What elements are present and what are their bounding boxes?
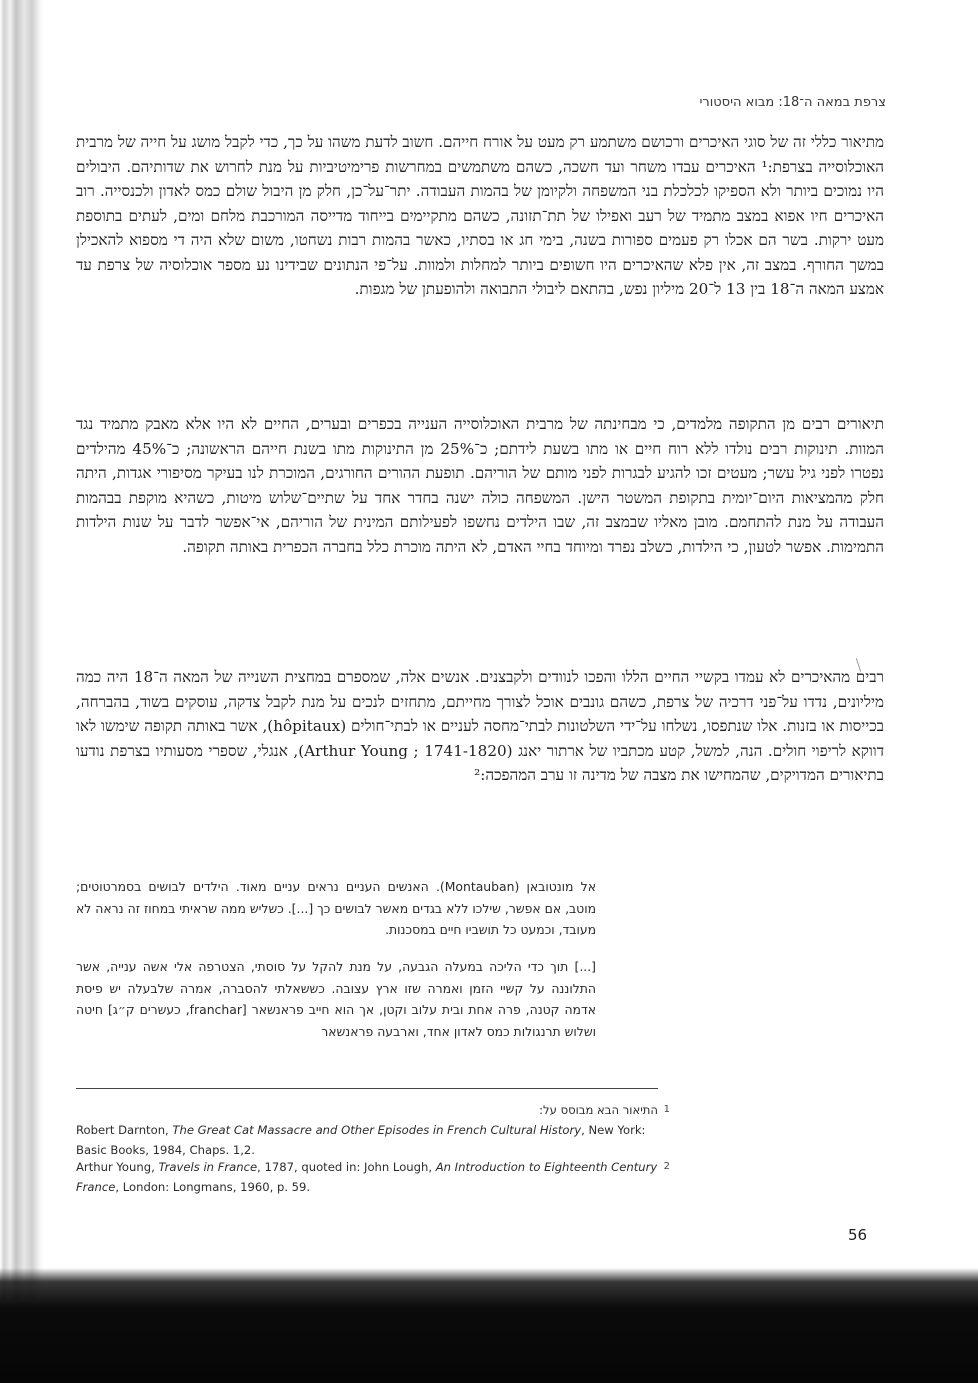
citation-title: The Great Cat Massacre and Other Episodes in French Cultural History xyxy=(172,1123,582,1137)
block-quote-1 xyxy=(76,876,596,941)
footnote-number: 1 xyxy=(663,1104,670,1115)
body-paragraph-2 xyxy=(76,412,884,559)
scan-bottom-shadow xyxy=(0,1268,978,1383)
citation-middle: , 1787, quoted in: John Lough, xyxy=(257,1160,436,1174)
footnote-citation xyxy=(76,1120,658,1160)
body-paragraph-3 xyxy=(76,665,884,788)
page-number: 56 xyxy=(848,1226,868,1244)
footnote-divider xyxy=(76,1088,658,1089)
footnote-number: 2 xyxy=(663,1161,670,1172)
footnote-1 xyxy=(76,1100,670,1160)
quote-text: אל מונטובאן (Montauban). האנשים העניים נראים עניים מאוד. הילדים לבושים בסמרטוטים; מוטב, אם אפשר, שילכו ללא בגדים מאשר לבושים כך [...]. כשליש ממה שראיתי במחוז זה נראה לא מעובד, וכמעט כל תושביו חיים במסכנות. xyxy=(76,879,596,937)
paragraph-text: תיאורים רבים מן התקופה מלמדים, כי מבחינתה של מרבית האוכלוסייה הענייה בכפרים ובערים, החיים לא היו אלא מאבק מתמיד נגד המוות. תינוקות רבים נולדו ללא רוח חיים או מתו בשעת לידתם; כ־25% מן התינוקות מתו בשנת חייהם הראשונה; כ־45% מהילדים נפטרו לפני גיל עשר; מעטים זכו להגיע לבגרות לפני מותם של הוריהם. תופעת ההורים החורגים, המוכרת לנו בעיקר מסיפורי אגדות, היתה חלק מהמציאות היום־יומית בתקופת המשטר הישן. המשפחה כולה ישנה בחדר אחד על שתיים־שלוש מיטות, כשהיא מוקפת בבהמות העבודה על מנת להתחמם. מובן מאליו שבמצב זה, שבו הילדים נחשפו לפעילותם המינית של הוריהם, אי־אפשר לדבר על שנות הילדות התמימות. אפשר לטעון, כי הילדות, כשלב נפרד ומיוחד בחיי האדם, לא היתה מוכרת כלל בחברה הכפרית באותה תקופה. xyxy=(76,415,885,556)
citation-author: Robert Darnton, xyxy=(76,1123,173,1137)
block-quote-2 xyxy=(76,956,596,1042)
citation-title-2: An Introduction to Eighteenth Century France xyxy=(76,1160,658,1194)
citation-title: Travels in France xyxy=(158,1160,258,1174)
body-paragraph-1 xyxy=(76,130,884,302)
footnote-2 xyxy=(76,1157,670,1197)
running-head: צרפת במאה ה־18: מבוא היסטורי xyxy=(699,95,886,110)
paragraph-text: רבים מהאיכרים לא עמדו בקשיי החיים הללו והפכו לנוודים ולקבצנים. אנשים אלה, שמספרם במחצית השנייה של המאה ה־18 היה כמה מיליונים, נדדו על־פני דרכיה של צרפת, כשהם גונבים אוכל לצורך מחייתם, מתחזים לנכים על מנת לקבל צדקה, עוסקים בשוד, בהברחה, בכייסות או בזנות. אלו שנתפסו, נשלחו על־ידי השלטונות לבתי־מחסה לעניים או לבתי־חולים (hôpitaux), אשר באותה תקופה שימשו לאו דווקא לריפוי חולים. הנה, למשל, קטע מכתביו של ארתור יאנג (Arthur Young ; 1741-1820), אנגלי, שספרי מסעותיו בצרפת נודעו בתיאורים המדויקים, שהמחישו את מצבה של מדינה זו ערב המהפכה:² xyxy=(76,668,884,784)
citation-details: , London: Longmans, 1960, p. 59. xyxy=(115,1180,311,1194)
citation-author: Arthur Young, xyxy=(76,1160,159,1174)
footnote-citation xyxy=(76,1157,658,1197)
citation-details: , New York: Basic Books, 1984, Chaps. 1,2. xyxy=(76,1123,646,1157)
footnote-hebrew-lead: התיאור הבא מבוסס על: xyxy=(539,1103,658,1117)
quote-text: [...] תוך כדי הליכה במעלה הגבעה, על מנת להקל על סוסתי, הצטרפה אלי אשה ענייה, אשר התלוננה על קשיי הזמן ואמרה שזו ארץ עצובה. כששאלתי להסברה, אמרה שלבעלה יש פיסת אדמה קטנה, פרה אחת ובית עלוב וקטן, אך הוא חייב פראנשאר [franchar, כעשרים ק״ג] חיטה ושלוש תרנגולות כמס לאדון אחד, וארבעה פראנשאר xyxy=(76,959,597,1039)
paragraph-text: מתיאור כללי זה של סוגי האיכרים ורכושם משתמע רק מעט על אורח חייהם. חשוב לדעת משהו על כך, כדי לקבל מושג על חייה של מרבית האוכלוסייה בצרפת:¹ האיכרים עבדו משחר ועד חשכה, כשהם משתמשים במחרשות פרימיטיביות על מנת לחרוש את שדותיהם. היבולים היו נמוכים ביותר ולא הספיקו לכלכלת בני המשפחה ולקיומן של בהמות העבודה. יתר־על־כן, חלק מן היבול שולם כמס לאדון ולכנסייה. רוב האיכרים חיו אפוא במצב מתמיד של רעב ואפילו של תת־תזונה, כשהם מתקיימים בייחוד מדייסה המורכבת מלחם ומים, לעתים בתוספת מעט ירקות. בשר הם אכלו רק פעמים ספורות בשנה, בימי חג או בסתיו, כאשר בהמות רבות נשחטו, משום שלא היה די מספוא להאכילן במשך החורף. במצב זה, אין פלא שהאיכרים היו חשופים ביותר למחלות ולמוות. על־פי הנתונים שבידינו נע מספר אוכלוסיה של צרפת עד אמצע המאה ה־18 בין 13 ל־20 מיליון נפש, בהתאם ליבולי התבואה ולהופעתן של מגפות. xyxy=(75,133,884,298)
page-binding-shadow xyxy=(0,0,44,1300)
